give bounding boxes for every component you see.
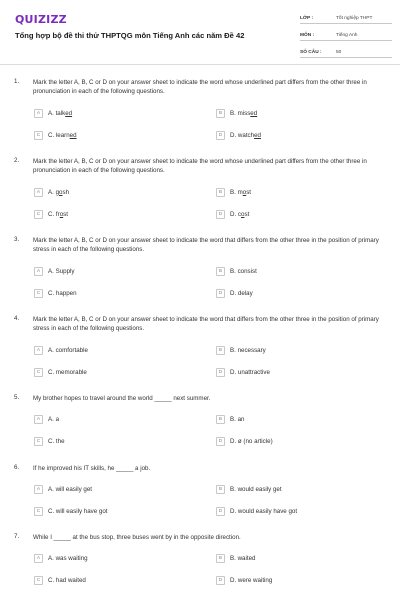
- meta-row-count: [300, 44, 392, 58]
- option-text: C. memorable: [48, 369, 87, 376]
- option-letter-box: B: [216, 485, 225, 494]
- option-text: A. will easily get: [48, 486, 93, 493]
- option-a[interactable]: [34, 187, 69, 198]
- option-letter-box: A: [34, 554, 43, 563]
- option-text: C. the: [48, 438, 65, 445]
- option-a[interactable]: [34, 266, 74, 277]
- option-letter-box: C: [34, 507, 43, 516]
- header-divider: [0, 64, 400, 65]
- option-text: B. missed: [230, 110, 258, 117]
- option-letter-box: C: [34, 368, 43, 377]
- option-text: B. necessary: [230, 347, 266, 354]
- option-text: C. frost: [48, 211, 68, 218]
- option-text: B. most: [230, 189, 252, 196]
- option-letter-box: D: [216, 507, 225, 516]
- option-a[interactable]: [34, 484, 92, 495]
- option-letter-box: A: [34, 109, 43, 118]
- quizizz-logo: QUIZIZZ: [15, 13, 67, 26]
- worksheet-header: [0, 0, 400, 62]
- meta-row-class: [300, 10, 392, 24]
- option-text: D. ø (no article): [230, 438, 273, 445]
- worksheet-title: Tổng hợp bộ đề thi thử THPTQG môn Tiếng Anh các năm Đề 42: [15, 31, 245, 40]
- option-c[interactable]: [34, 288, 77, 299]
- question-text: Mark the letter A, B, C or D on your answer sheet to indicate the word that differs from the other three in the position of primary stress in each of the following questions.: [33, 316, 379, 333]
- question-number: 4.: [14, 315, 20, 322]
- option-text: A. gosh: [48, 189, 70, 196]
- option-letter-box: A: [34, 188, 43, 197]
- meta-value: Tiếng Anh: [336, 33, 358, 38]
- option-a[interactable]: [34, 414, 59, 425]
- option-text: D. watched: [230, 132, 261, 139]
- option-d[interactable]: [216, 288, 253, 299]
- option-letter-box: D: [216, 131, 225, 140]
- option-letter-box: D: [216, 576, 225, 585]
- option-a[interactable]: [34, 553, 88, 564]
- meta-panel: [300, 10, 392, 61]
- option-letter-box: B: [216, 109, 225, 118]
- option-letter-box: B: [216, 267, 225, 276]
- option-a[interactable]: [34, 345, 88, 356]
- option-letter-box: D: [216, 437, 225, 446]
- meta-row-subject: [300, 27, 392, 41]
- meta-key: SỐ CÂU :: [300, 50, 322, 55]
- meta-value: 50: [336, 50, 342, 55]
- question-number: 7.: [14, 533, 20, 540]
- option-letter-box: C: [34, 437, 43, 446]
- option-text: D. cost: [230, 211, 250, 218]
- option-letter-box: B: [216, 188, 225, 197]
- option-letter-box: B: [216, 346, 225, 355]
- question-text: Mark the letter A, B, C or D on your answer sheet to indicate the word whose underlined part differs from the other three in pronunciation in each of the following questions.: [33, 79, 367, 96]
- option-a[interactable]: [34, 108, 72, 119]
- option-letter-box: D: [216, 210, 225, 219]
- option-b[interactable]: [216, 108, 257, 119]
- question-text: Mark the letter A, B, C or D on your answer sheet to indicate the word that differs from the other three in the position of primary stress in each of the following questions.: [33, 237, 379, 254]
- option-letter-box: A: [34, 485, 43, 494]
- option-d[interactable]: [216, 130, 261, 141]
- option-c[interactable]: [34, 436, 65, 447]
- option-text: A. was waiting: [48, 555, 88, 562]
- option-d[interactable]: [216, 209, 249, 220]
- question-number: 2.: [14, 157, 20, 164]
- option-d[interactable]: [216, 436, 273, 447]
- option-text: D. unattractive: [230, 369, 270, 376]
- option-text: D. delay: [230, 290, 253, 297]
- question-number: 6.: [14, 464, 20, 471]
- option-letter-box: C: [34, 210, 43, 219]
- option-b[interactable]: [216, 187, 251, 198]
- question-text: Mark the letter A, B, C or D on your answer sheet to indicate the word whose underlined part differs from the other three in pronunciation in each of the following questions.: [33, 158, 367, 175]
- option-text: C. learned: [48, 132, 77, 139]
- option-text: B. consist: [230, 268, 257, 275]
- option-c[interactable]: [34, 367, 87, 378]
- option-b[interactable]: [216, 345, 266, 356]
- meta-key: LỚP :: [300, 16, 314, 21]
- option-d[interactable]: [216, 575, 272, 586]
- option-text: A. a: [48, 416, 60, 423]
- option-d[interactable]: [216, 367, 270, 378]
- question-text: My brother hopes to travel around the world _____ next summer.: [33, 395, 211, 402]
- option-text: A. talked: [48, 110, 73, 117]
- option-letter-box: C: [34, 576, 43, 585]
- option-text: D. would easily have got: [230, 508, 298, 515]
- question-text: If he improved his IT skills, he _____ a job.: [33, 465, 151, 472]
- question-number: 1.: [14, 78, 20, 85]
- option-letter-box: A: [34, 267, 43, 276]
- option-letter-box: A: [34, 346, 43, 355]
- option-b[interactable]: [216, 484, 282, 495]
- question-number: 5.: [14, 394, 20, 401]
- option-letter-box: C: [34, 289, 43, 298]
- option-text: C. will easily have got: [48, 508, 108, 515]
- option-letter-box: D: [216, 289, 225, 298]
- meta-value: Tốt nghiệp THPT: [336, 16, 373, 21]
- option-b[interactable]: [216, 414, 244, 425]
- option-text: B. waited: [230, 555, 256, 562]
- option-c[interactable]: [34, 575, 86, 586]
- option-letter-box: B: [216, 415, 225, 424]
- option-text: B. an: [230, 416, 245, 423]
- option-c[interactable]: [34, 506, 108, 517]
- option-letter-box: C: [34, 131, 43, 140]
- option-text: B. would easily get: [230, 486, 282, 493]
- option-letter-box: A: [34, 415, 43, 424]
- question-text: While I _____ at the bus stop, three buses went by in the opposite direction.: [33, 534, 241, 541]
- option-b[interactable]: [216, 553, 255, 564]
- option-text: C. had waited: [48, 577, 86, 584]
- option-c[interactable]: [34, 130, 77, 141]
- option-b[interactable]: [216, 266, 257, 277]
- option-text: A. Supply: [48, 268, 75, 275]
- option-d[interactable]: [216, 506, 297, 517]
- option-letter-box: B: [216, 554, 225, 563]
- meta-key: MÔN :: [300, 33, 315, 38]
- option-c[interactable]: [34, 209, 68, 220]
- question-number: 3.: [14, 236, 20, 243]
- option-text: D. were waiting: [230, 577, 273, 584]
- option-text: C. happen: [48, 290, 77, 297]
- option-text: A. comfortable: [48, 347, 88, 354]
- option-letter-box: D: [216, 368, 225, 377]
